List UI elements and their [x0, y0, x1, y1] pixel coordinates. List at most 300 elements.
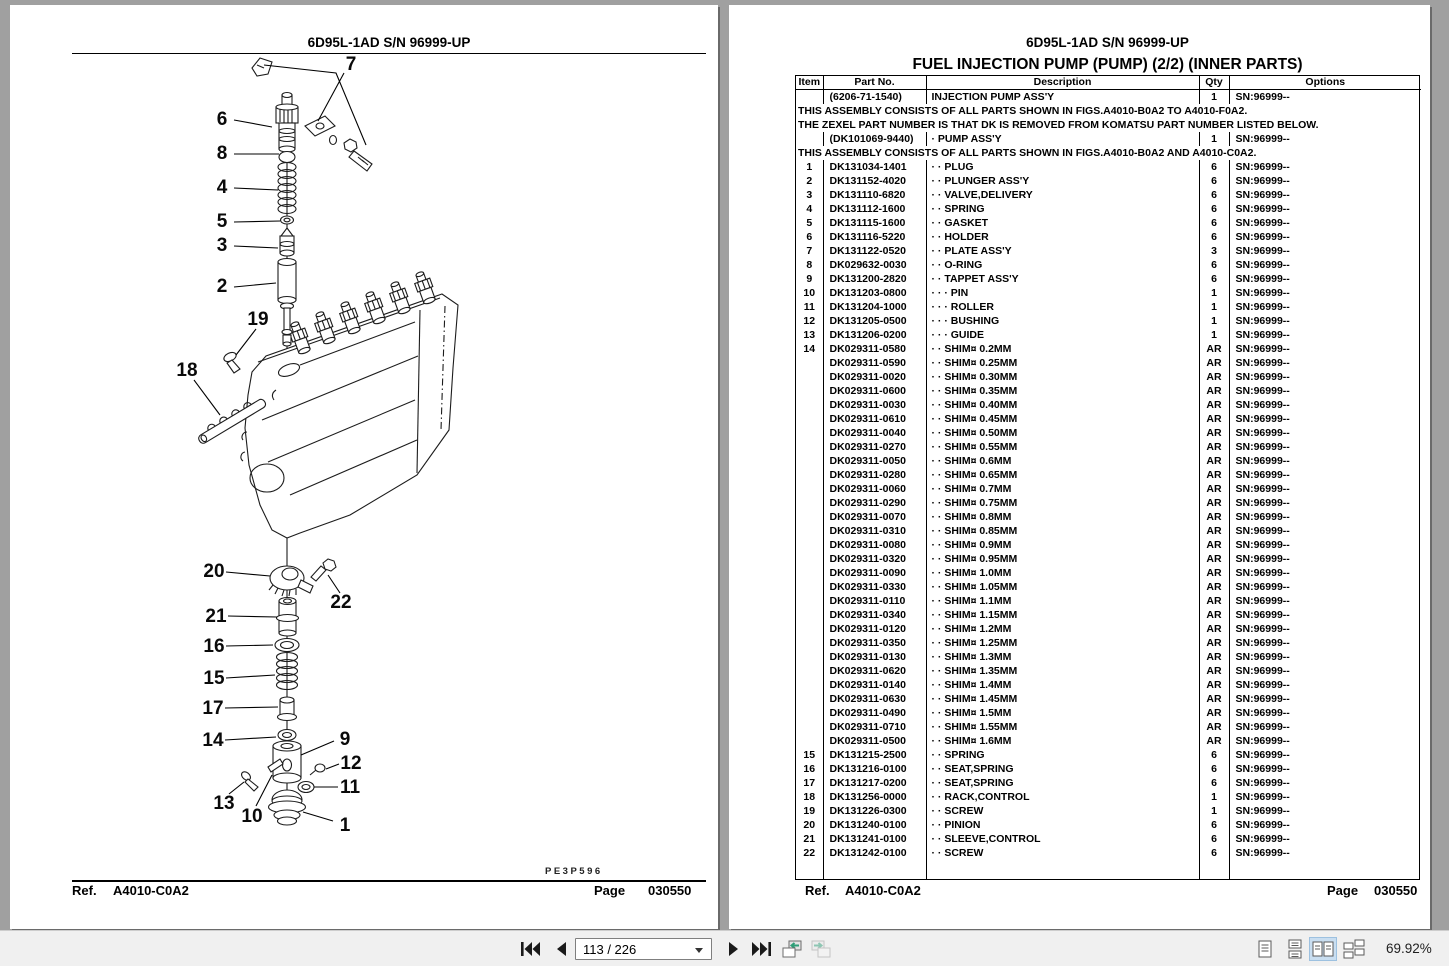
cell-description: · · SEAT,SPRING — [926, 776, 1199, 790]
cell-item — [796, 524, 823, 538]
note-text: THIS ASSEMBLY CONSISTS OF ALL PARTS SHOWN IN FIGS.A4010-B0A2 TO A4010-F0A2. — [798, 104, 1248, 117]
cell-description: · · SHIM¤ 0.35MM — [926, 384, 1199, 398]
cell-qty: AR — [1199, 580, 1229, 594]
cell-part-no: DK029311-0310 — [823, 524, 926, 538]
next-view-button[interactable] — [809, 937, 833, 961]
parts-diagram — [10, 5, 718, 929]
cell-qty: 6 — [1199, 748, 1229, 762]
cell-part-no: DK029311-0020 — [823, 370, 926, 384]
next-page-button[interactable] — [722, 937, 746, 961]
table-row — [796, 300, 1421, 314]
cell-qty: 1 — [1199, 328, 1229, 342]
table-row — [796, 244, 1421, 258]
cell-description: · · SHIM¤ 0.2MM — [926, 342, 1199, 356]
table-row — [796, 398, 1421, 412]
cell-part-no: DK131203-0800 — [823, 286, 926, 300]
cell-options: SN:96999-- — [1229, 636, 1421, 650]
table-row — [796, 356, 1421, 370]
cell-description: · · PLUG — [926, 160, 1199, 174]
cell-item — [796, 440, 823, 454]
first-page-button[interactable] — [519, 937, 543, 961]
table-row — [796, 720, 1421, 734]
cell-description: · · SCREW — [926, 846, 1199, 860]
cell-item — [796, 706, 823, 720]
table-row — [796, 538, 1421, 552]
right-page — [729, 5, 1430, 929]
cell-part-no: DK029311-0500 — [823, 734, 926, 748]
cell-description: · · PLATE ASS'Y — [926, 244, 1199, 258]
table-row — [796, 174, 1421, 188]
cell-qty: AR — [1199, 482, 1229, 496]
cell-item: 4 — [806, 202, 813, 215]
callout-13: 13 — [213, 793, 235, 814]
cell-description: · · SPRING — [926, 202, 1199, 216]
cell-options: SN:96999-- — [1229, 622, 1421, 636]
cell-options: SN:96999-- — [1229, 412, 1421, 426]
callout-6: 6 — [216, 109, 228, 130]
cell-qty: AR — [1199, 398, 1229, 412]
table-row — [796, 188, 1421, 202]
cell-part-no: DK029311-0110 — [823, 594, 926, 608]
cell-description: · · TAPPET ASS'Y — [926, 272, 1199, 286]
cell-qty: AR — [1199, 692, 1229, 706]
cell-qty: 1 — [1199, 314, 1229, 328]
cell-item — [796, 426, 823, 440]
cell-options: SN:96999-- — [1229, 552, 1421, 566]
cell-item — [796, 622, 823, 636]
note-row — [796, 118, 1421, 132]
cell-item — [796, 664, 823, 678]
cell-item — [796, 538, 823, 552]
cell-description: · · SHIM¤ 1.6MM — [926, 734, 1199, 748]
cell-options: SN:96999-- — [1229, 594, 1421, 608]
cell-qty: 1 — [1199, 804, 1229, 818]
cell-qty: AR — [1199, 720, 1229, 734]
cell-part-no: DK131256-0000 — [823, 790, 926, 804]
col-header-options: Options — [1229, 76, 1421, 90]
ref-value: A4010-C0A2 — [113, 883, 189, 898]
cell-item: 15 — [803, 748, 816, 761]
cell-item — [796, 580, 823, 594]
ref-label: Ref. — [805, 883, 830, 898]
table-row — [796, 790, 1421, 804]
callout-2: 2 — [216, 276, 228, 297]
two-page-layout-button[interactable] — [1309, 937, 1337, 961]
cell-options: SN:96999-- — [1229, 132, 1421, 146]
cell-description: · · SHIM¤ 1.5MM — [926, 706, 1199, 720]
cell-description: · · SHIM¤ 1.3MM — [926, 650, 1199, 664]
cell-qty: AR — [1199, 426, 1229, 440]
cell-options: SN:96999-- — [1229, 160, 1421, 174]
last-page-icon — [750, 940, 772, 958]
previous-view-icon — [781, 940, 803, 959]
cell-item: 21 — [803, 832, 816, 845]
cell-item — [796, 510, 823, 524]
cell-description: · · SLEEVE,CONTROL — [926, 832, 1199, 846]
cell-item: 7 — [806, 244, 813, 257]
cell-options: SN:96999-- — [1229, 608, 1421, 622]
note-row — [796, 104, 1421, 118]
viewer-toolbar — [0, 930, 1449, 966]
cell-part-no: DK131216-0100 — [823, 762, 926, 776]
callout-17: 17 — [202, 698, 224, 719]
callout-3: 3 — [216, 235, 228, 256]
cell-part-no: DK131240-0100 — [823, 818, 926, 832]
callout-15: 15 — [203, 668, 225, 689]
cell-options: SN:96999-- — [1229, 90, 1421, 105]
cell-qty: 6 — [1199, 230, 1229, 244]
cell-qty: AR — [1199, 496, 1229, 510]
callout-10: 10 — [241, 806, 263, 827]
cell-part-no: DK029311-0280 — [823, 468, 926, 482]
cell-item — [796, 398, 823, 412]
cell-options: SN:96999-- — [1229, 370, 1421, 384]
cell-part-no: DK131242-0100 — [823, 846, 926, 860]
callout-5: 5 — [216, 211, 228, 232]
cell-part-no: DK029311-0050 — [823, 454, 926, 468]
cell-qty: 6 — [1199, 188, 1229, 202]
two-page-continuous-layout-button[interactable] — [1340, 937, 1368, 961]
cell-item — [796, 482, 823, 496]
table-row — [796, 286, 1421, 300]
cell-options: SN:96999-- — [1229, 566, 1421, 580]
cell-options: SN:96999-- — [1229, 440, 1421, 454]
cell-options: SN:96999-- — [1229, 300, 1421, 314]
cell-description: · · SHIM¤ 0.75MM — [926, 496, 1199, 510]
cell-item: 6 — [806, 230, 813, 243]
cell-qty: AR — [1199, 594, 1229, 608]
cell-description: · · VALVE,DELIVERY — [926, 188, 1199, 202]
cell-qty: 1 — [1199, 300, 1229, 314]
cell-item — [796, 636, 823, 650]
cell-item — [796, 552, 823, 566]
table-row — [796, 762, 1421, 776]
next-page-icon — [727, 940, 741, 958]
table-row — [796, 370, 1421, 384]
table-row — [796, 314, 1421, 328]
callout-12: 12 — [340, 753, 362, 774]
callout-19: 19 — [247, 309, 269, 330]
cell-options: SN:96999-- — [1229, 216, 1421, 230]
table-row — [796, 426, 1421, 440]
previous-view-button[interactable] — [780, 937, 804, 961]
col-header-description: Description — [926, 76, 1199, 90]
callout-21: 21 — [205, 606, 227, 627]
cell-description: · · SHIM¤ 0.7MM — [926, 482, 1199, 496]
callout-14: 14 — [202, 730, 224, 751]
parts-table-body — [796, 90, 1421, 881]
cell-description: · · SHIM¤ 1.45MM — [926, 692, 1199, 706]
cell-options: SN:96999-- — [1229, 496, 1421, 510]
cell-options: SN:96999-- — [1229, 202, 1421, 216]
cell-part-no: DK029311-0630 — [823, 692, 926, 706]
cell-options: SN:96999-- — [1229, 538, 1421, 552]
ref-value: A4010-C0A2 — [845, 883, 921, 898]
cell-description: · · SHIM¤ 1.4MM — [926, 678, 1199, 692]
continuous-layout-button[interactable] — [1281, 937, 1309, 961]
cell-description: · · SCREW — [926, 804, 1199, 818]
cell-part-no: DK029311-0130 — [823, 650, 926, 664]
table-row — [796, 272, 1421, 286]
cell-qty: AR — [1199, 412, 1229, 426]
cell-part-no: DK131200-2820 — [823, 272, 926, 286]
cell-part-no: DK029311-0090 — [823, 566, 926, 580]
cell-qty: AR — [1199, 440, 1229, 454]
cell-description: · · PLUNGER ASS'Y — [926, 174, 1199, 188]
page-label: Page — [1327, 883, 1359, 898]
first-page-icon — [520, 940, 542, 958]
cell-options: SN:96999-- — [1229, 384, 1421, 398]
cell-description: · · SHIM¤ 1.05MM — [926, 580, 1199, 594]
cell-part-no: DK131205-0500 — [823, 314, 926, 328]
cell-description: · · O-RING — [926, 258, 1199, 272]
cell-qty: AR — [1199, 370, 1229, 384]
cell-part-no: DK029311-0490 — [823, 706, 926, 720]
cell-options: SN:96999-- — [1229, 510, 1421, 524]
cell-part-no: DK029311-0620 — [823, 664, 926, 678]
cell-options: SN:96999-- — [1229, 230, 1421, 244]
parts-table — [795, 75, 1420, 880]
table-row — [796, 258, 1421, 272]
cell-description: · · HOLDER — [926, 230, 1199, 244]
cell-description: · · SHIM¤ 0.25MM — [926, 356, 1199, 370]
table-header-row — [796, 76, 1421, 90]
note-text: THIS ASSEMBLY CONSISTS OF ALL PARTS SHOWN IN FIGS.A4010-B0A2 AND A4010-C0A2. — [798, 146, 1257, 159]
cell-item — [796, 90, 823, 105]
cell-options: SN:96999-- — [1229, 244, 1421, 258]
last-page-button[interactable] — [749, 937, 773, 961]
cell-item: 3 — [806, 188, 813, 201]
cell-qty: 6 — [1199, 818, 1229, 832]
cell-qty: 6 — [1199, 216, 1229, 230]
table-row — [796, 90, 1421, 105]
cell-options: SN:96999-- — [1229, 580, 1421, 594]
cell-options: SN:96999-- — [1229, 482, 1421, 496]
cell-part-no: DK029311-0290 — [823, 496, 926, 510]
cell-qty: 6 — [1199, 272, 1229, 286]
cell-options: SN:96999-- — [1229, 650, 1421, 664]
cell-part-no: DK029311-0340 — [823, 608, 926, 622]
table-row — [796, 440, 1421, 454]
previous-page-icon — [554, 940, 568, 958]
cell-qty: 1 — [1199, 790, 1229, 804]
cell-qty: AR — [1199, 342, 1229, 356]
table-row — [796, 230, 1421, 244]
single-page-layout-button[interactable] — [1251, 937, 1279, 961]
table-row — [796, 202, 1421, 216]
cell-part-no: DK029311-0580 — [823, 342, 926, 356]
cell-options: SN:96999-- — [1229, 258, 1421, 272]
callout-9: 9 — [339, 729, 351, 750]
table-row — [796, 342, 1421, 356]
callout-4: 4 — [216, 177, 228, 198]
cell-item — [796, 608, 823, 622]
cell-item — [796, 370, 823, 384]
cell-part-no: (DK101069-9440) — [823, 132, 926, 146]
cell-description: · · SHIM¤ 1.25MM — [926, 636, 1199, 650]
cell-options: SN:96999-- — [1229, 426, 1421, 440]
cell-item: 16 — [803, 762, 816, 775]
cell-description: · PUMP ASS'Y — [926, 132, 1199, 146]
cell-options: SN:96999-- — [1229, 174, 1421, 188]
page-header: 6D95L-1AD S/N 96999-UP — [1026, 35, 1189, 50]
cell-options: SN:96999-- — [1229, 748, 1421, 762]
cell-item — [796, 384, 823, 398]
cell-item: 14 — [803, 342, 816, 355]
cell-qty: 6 — [1199, 762, 1229, 776]
cell-description: · · SHIM¤ 0.85MM — [926, 524, 1199, 538]
cell-description: · · SEAT,SPRING — [926, 762, 1199, 776]
cell-part-no: DK029632-0030 — [823, 258, 926, 272]
cell-qty: AR — [1199, 706, 1229, 720]
table-row — [796, 846, 1421, 860]
cell-description: · · SHIM¤ 0.55MM — [926, 440, 1199, 454]
cell-qty: 6 — [1199, 174, 1229, 188]
cell-description: · · SHIM¤ 0.6MM — [926, 454, 1199, 468]
callout-22: 22 — [330, 592, 352, 613]
cell-part-no: DK131122-0520 — [823, 244, 926, 258]
cell-item: 19 — [803, 804, 816, 817]
cell-qty: 1 — [1199, 286, 1229, 300]
cell-qty: 6 — [1199, 202, 1229, 216]
cell-description: · · · PIN — [926, 286, 1199, 300]
col-header-item: Item — [796, 76, 823, 90]
cell-item — [796, 594, 823, 608]
callout-20: 20 — [203, 561, 225, 582]
filler-row — [796, 860, 1421, 880]
cell-description: · · SHIM¤ 0.8MM — [926, 510, 1199, 524]
cell-item — [796, 468, 823, 482]
cell-qty: 6 — [1199, 846, 1229, 860]
cell-description: · · SPRING — [926, 748, 1199, 762]
zoom-level: 69.92% — [1386, 941, 1432, 956]
cell-item — [796, 650, 823, 664]
callout-7: 7 — [345, 54, 357, 75]
cell-item — [796, 734, 823, 748]
cell-options: SN:96999-- — [1229, 804, 1421, 818]
cell-description: · · SHIM¤ 0.30MM — [926, 370, 1199, 384]
cell-item — [796, 412, 823, 426]
cell-item: 5 — [806, 216, 813, 229]
cell-description: · · · BUSHING — [926, 314, 1199, 328]
previous-page-button[interactable] — [549, 937, 573, 961]
table-row — [796, 706, 1421, 720]
table-row — [796, 636, 1421, 650]
cell-part-no: DK131241-0100 — [823, 832, 926, 846]
cell-qty: AR — [1199, 356, 1229, 370]
cell-item: 17 — [803, 776, 816, 789]
cell-options: SN:96999-- — [1229, 706, 1421, 720]
cell-item: 1 — [806, 160, 813, 173]
page-title: FUEL INJECTION PUMP (PUMP) (2/2) (INNER PARTS) — [912, 56, 1303, 73]
cell-part-no: DK029311-0610 — [823, 412, 926, 426]
table-row — [796, 748, 1421, 762]
col-header-part-no: Part No. — [823, 76, 926, 90]
cell-description: · · SHIM¤ 1.35MM — [926, 664, 1199, 678]
cell-qty: 6 — [1199, 160, 1229, 174]
cell-part-no: DK029311-0270 — [823, 440, 926, 454]
cell-options: SN:96999-- — [1229, 762, 1421, 776]
table-row — [796, 594, 1421, 608]
cell-options: SN:96999-- — [1229, 790, 1421, 804]
footer-rule — [72, 880, 706, 882]
cell-qty: 6 — [1199, 258, 1229, 272]
cell-options: SN:96999-- — [1229, 398, 1421, 412]
cell-description: · · GASKET — [926, 216, 1199, 230]
cell-item: 8 — [806, 258, 813, 271]
cell-qty: AR — [1199, 608, 1229, 622]
col-header-qty: Qty — [1199, 76, 1229, 90]
table-row — [796, 328, 1421, 342]
callout-1: 1 — [339, 815, 351, 836]
cell-options: SN:96999-- — [1229, 734, 1421, 748]
cell-description: · · SHIM¤ 1.0MM — [926, 566, 1199, 580]
cell-part-no: DK029311-0350 — [823, 636, 926, 650]
cell-part-no: DK029311-0140 — [823, 678, 926, 692]
cell-description: · · RACK,CONTROL — [926, 790, 1199, 804]
cell-qty: AR — [1199, 636, 1229, 650]
cell-options: SN:96999-- — [1229, 818, 1421, 832]
cell-part-no: DK131116-5220 — [823, 230, 926, 244]
cell-description: · · SHIM¤ 0.65MM — [926, 468, 1199, 482]
cell-qty: 1 — [1199, 90, 1229, 105]
cell-description: · · PINION — [926, 818, 1199, 832]
cell-description: · · SHIM¤ 1.15MM — [926, 608, 1199, 622]
cell-qty: 6 — [1199, 832, 1229, 846]
cell-part-no: (6206-71-1540) — [823, 90, 926, 105]
cell-qty: AR — [1199, 538, 1229, 552]
cell-qty: AR — [1199, 454, 1229, 468]
cell-options: SN:96999-- — [1229, 342, 1421, 356]
page-number-input[interactable] — [575, 938, 712, 960]
cell-part-no: DK131226-0300 — [823, 804, 926, 818]
table-row — [796, 776, 1421, 790]
table-row — [796, 552, 1421, 566]
table-row — [796, 566, 1421, 580]
table-row — [796, 160, 1421, 174]
cell-part-no: DK131115-1600 — [823, 216, 926, 230]
cell-item — [796, 496, 823, 510]
page-dropdown-caret[interactable] — [695, 948, 703, 953]
cell-qty: 6 — [1199, 776, 1229, 790]
cell-part-no: DK029311-0320 — [823, 552, 926, 566]
cell-description: INJECTION PUMP ASS'Y — [926, 90, 1199, 105]
cell-description: · · SHIM¤ 1.1MM — [926, 594, 1199, 608]
table-row — [796, 650, 1421, 664]
table-row — [796, 384, 1421, 398]
cell-part-no: DK029311-0080 — [823, 538, 926, 552]
cell-options: SN:96999-- — [1229, 272, 1421, 286]
table-row — [796, 832, 1421, 846]
cell-description: · · SHIM¤ 0.9MM — [926, 538, 1199, 552]
callout-18: 18 — [176, 360, 198, 381]
ref-label: Ref. — [72, 883, 97, 898]
table-row — [796, 510, 1421, 524]
cell-options: SN:96999-- — [1229, 720, 1421, 734]
table-row — [796, 804, 1421, 818]
cell-qty: AR — [1199, 384, 1229, 398]
cell-part-no: DK029311-0600 — [823, 384, 926, 398]
cell-description: · · SHIM¤ 0.45MM — [926, 412, 1199, 426]
table-row — [796, 454, 1421, 468]
table-row — [796, 608, 1421, 622]
two-page-continuous-layout-icon — [1342, 939, 1366, 959]
cell-part-no: DK029311-0330 — [823, 580, 926, 594]
cell-qty: AR — [1199, 622, 1229, 636]
table-row — [796, 496, 1421, 510]
table-row — [796, 678, 1421, 692]
cell-options: SN:96999-- — [1229, 314, 1421, 328]
